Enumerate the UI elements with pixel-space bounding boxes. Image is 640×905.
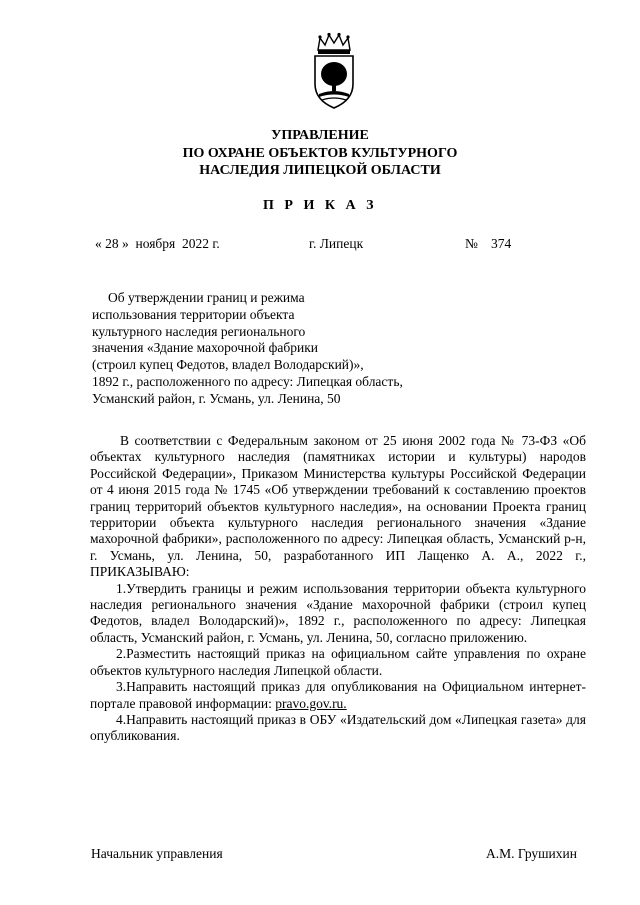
order-item-2: 2.Разместить настоящий приказ на официальном сайте управления по охране объектов культурного наследия Липецкой области. (90, 646, 586, 678)
organization-line-3: НАСЛЕДИЯ ЛИПЕЦКОЙ ОБЛАСТИ (199, 163, 441, 178)
document-number: 374 (491, 236, 512, 251)
order-body (90, 433, 586, 745)
document-city: г. Липецк (309, 236, 364, 251)
subject-line: Об утверждении границ и режима (108, 290, 305, 305)
preamble-paragraph: В соответствии с Федеральным законом от 25 июня 2002 года № 73-ФЗ «Об объектах культурного наследия (памятниках истории и культуры) народов Российской Федерации», Приказом Министерства культуры Российской Федерации от 4 июня 2015 года № 1745 «Об утверждении требований к составлению проектов границ территорий объектов культурного наследия», на основании Проекта границ территории объекта культурного наследия регионального значения «Здание махорочной фабрики», расположенного по адресу: Липецкая область, Усманский р-н, г. Усмань, ул. Ленина, 50, разработанного ИП Лащенко А. А., 2022 г., ПРИКАЗЫВАЮ: (90, 433, 586, 580)
order-item-4: 4.Направить настоящий приказ в ОБУ «Издательский дом «Липецкая газета» для опубликования. (90, 711, 586, 744)
order-subject (92, 290, 403, 408)
order-item-3-text: 3.Направить настоящий приказ для опубликования на Официальном интернет-портале правовой информации: (90, 679, 586, 711)
order-item-3 (90, 679, 586, 712)
organization-line-1: УПРАВЛЕНИЕ (271, 128, 369, 143)
subject-line: 1892 г., расположенного по адресу: Липецкая область, (92, 373, 403, 389)
subject-line: значения «Здание махорочной фабрики (92, 340, 318, 356)
signatory-name: А.М. Грушихин (486, 846, 577, 861)
document-date: « 28 » ноября 2022 г. (95, 236, 220, 251)
signatory-position: Начальник управления (91, 846, 223, 861)
organization-line-2: ПО ОХРАНЕ ОБЪЕКТОВ КУЛЬТУРНОГО (182, 145, 458, 161)
document-number-label: № (465, 236, 478, 251)
order-item-1: 1.Утвердить границы и режим использования территории объекта культурного наследия регионального значения «Здание махорочной фабрики (строил купец Федотов, владел Володарский)», 1892 г., расположенного по адресу: Липецкая область, Усманский район, г. Усмань, ул. Ленина, 50, согласно приложению. (90, 580, 586, 645)
subject-line: (строил купец Федотов, владел Володарский)», (92, 357, 364, 373)
subject-line: Усманский район, г. Усмань, ул. Ленина, 50 (92, 390, 341, 406)
subject-line: использования территории объекта (92, 306, 295, 322)
document-type: П Р И К А З (263, 198, 377, 213)
coat-of-arms-icon (310, 32, 358, 112)
subject-line: культурного наследия регионального (92, 323, 306, 339)
pravo-link[interactable]: pravo.gov.ru. (275, 695, 347, 711)
organization-name (0, 127, 640, 180)
